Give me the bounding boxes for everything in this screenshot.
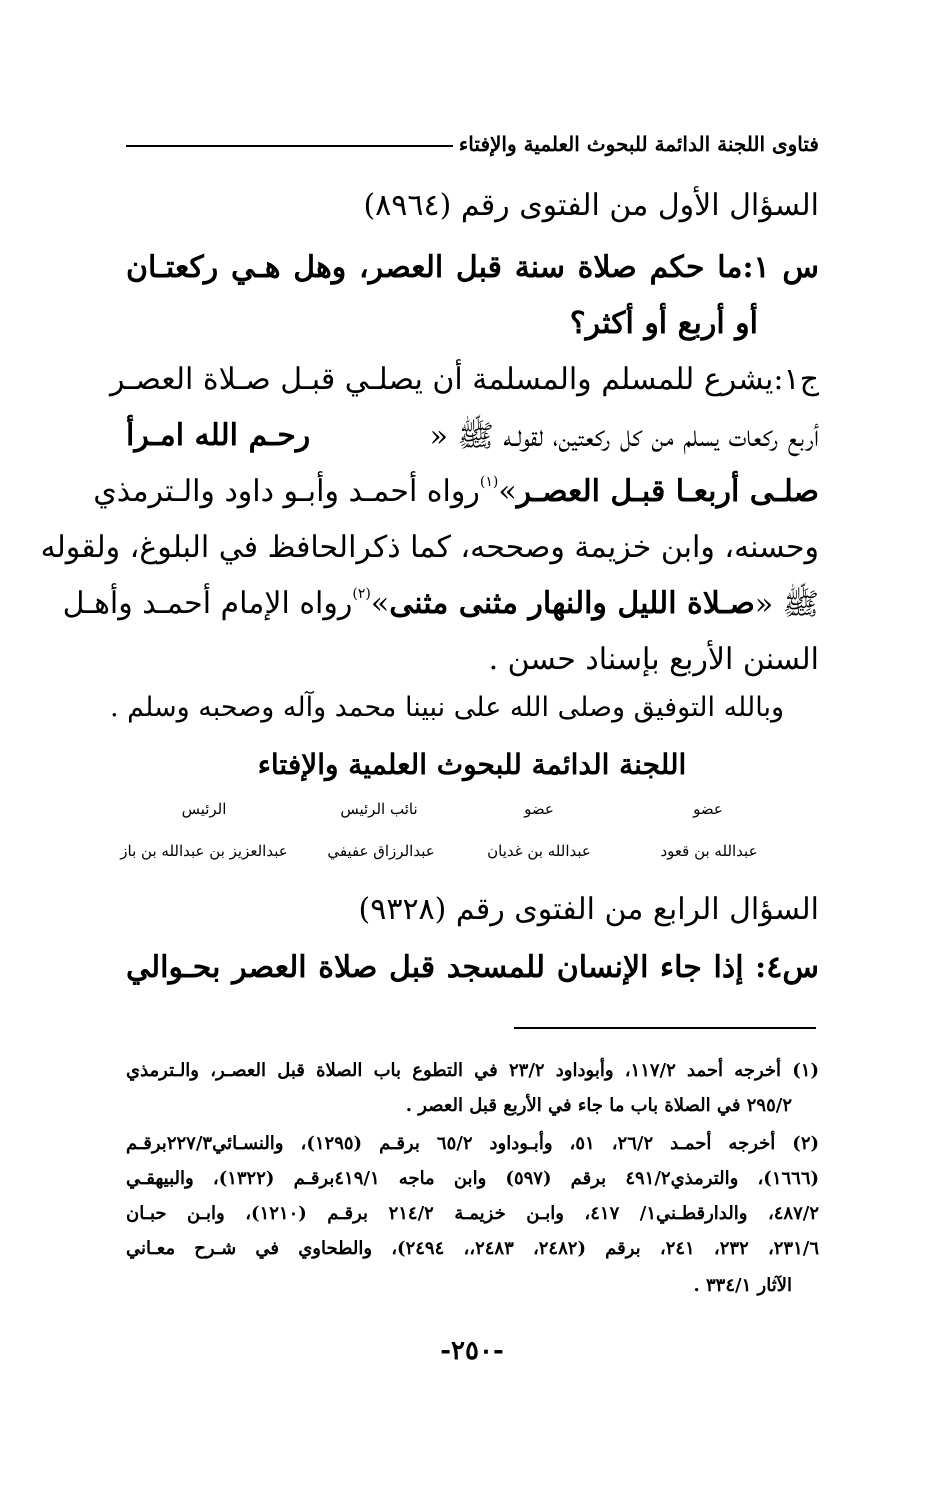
q1-answer-line-6: السنن الأربع بإسناد حسن . [488, 642, 819, 677]
answer-l5-plain: رواه الإمام أحمـد وأهـل [62, 586, 353, 621]
name-member-2: عبدالله بن غديان [487, 842, 591, 860]
name-vice-president: عبدالرزاق عفيفي [327, 842, 435, 860]
footnote-2-line-3: ٤٨٧/٢، والدارقطـني١/ ٤١٧، وابـن خزيمـة ٢١٤/٢ برقـم (١٢١٠)، وابـن حبـان [126, 1203, 819, 1224]
q4-heading: السؤال الرابع من الفتوى رقم (٩٣٢٨) [358, 892, 819, 927]
role-vice-president: نائب الرئيس [340, 800, 418, 818]
closing-line: وبالله التوفيق وصلى الله على نبينا محمد وآله وصحبه وسلم . [109, 692, 784, 723]
quote-close-1: » [498, 474, 517, 509]
q1-answer-line-5 [62, 586, 819, 629]
q1-answer-line-1: ج١:يشرع للمسلم والمسلمة أن يصلـي قبـل صـلاة العصـر [110, 362, 819, 397]
footnote-ref-1: (١) [479, 474, 499, 490]
footnote-2-line-4: ٢٣١/٦، ٢٣٢، ٢٤١، برقم (٢٤٨٢، ٢٤٨٣،، ٢٤٩٤)، والطحاوي في شـرح معـاني [126, 1238, 820, 1259]
name-president: عبدالعزيز بن عبدالله بن باز [120, 842, 288, 860]
role-president: الرئيس [181, 800, 227, 818]
header-title: فتاوى اللجنة الدائمة للبحوث العلمية والإفتاء [458, 132, 819, 156]
footnote-2-line-2: (١٦٦٦)، والترمذي٤٩١/٢ برقم (٥٩٧) وابن ماجه ٤١٩/١برقـم (١٣٢٢)، والبيهقـي [126, 1168, 820, 1189]
q4-question: س٤: إذا جاء الإنسان للمسجد قبل صلاة العصر بحـوالي [126, 950, 819, 985]
q1-question-line-2: أو أربع أو أكثر؟ [569, 306, 758, 341]
role-member-2: عضو [524, 800, 554, 818]
q1-question-line-1: س ١:ما حكم صلاة سنة قبل العصر، وهل هـي ركعتـان [126, 250, 819, 285]
footnote-2-line-1: (٢) أخرجه أحمـد ٢٦/٢، ٥١، وأبـوداود ٦٥/٢ برقـم (١٢٩٥)، والنسـائي٢٢٧/٣برقـم [126, 1133, 820, 1154]
hadith-1-start: رحـم الله امـرأ [126, 418, 311, 453]
footnote-ref-2: (٢) [352, 586, 371, 602]
hadith-1-end: صلـى أربعـا قبـل العصـر [516, 474, 819, 509]
header-rule [126, 145, 453, 147]
footnote-1-line-1: (١) أخرجه أحمد ١١٧/٢، وأبوداود ٢٣/٢ في التطوع باب الصلاة قبل العصـر، والـترمذي [126, 1060, 819, 1081]
q1-answer-line-2 [126, 418, 819, 461]
footnote-2-line-5: الآثار ٣٣٤/١ . [693, 1275, 792, 1296]
answer-l5-pre: ﷺ « [754, 587, 819, 622]
running-header [126, 126, 819, 162]
name-member-1: عبدالله بن قعود [660, 842, 758, 860]
q1-answer-line-3 [93, 474, 819, 509]
answer-l3-plain: رواه أحمـد وأبـو داود والـترمذي [93, 474, 480, 509]
answer-l2-plain: أربع ركعات يسلم من كل ركعتين، لقولـه ﷺ « [429, 419, 819, 454]
committee-name: اللجنة الدائمة للبحوث العلمية والإفتاء [257, 748, 687, 781]
hadith-2: صـلاة الليل والنهار مثنى مثنى [389, 586, 755, 621]
footnote-1-line-2: ٢٩٥/٢ في الصلاة باب ما جاء في الأربع قبل العصر . [405, 1095, 792, 1116]
page-number: -٢٥٠- [440, 1336, 504, 1366]
role-member-1: عضو [693, 800, 723, 818]
q1-heading: السؤال الأول من الفتوى رقم (٨٩٦٤) [363, 188, 819, 223]
q1-answer-line-4: وحسنه، وابن خزيمة وصححه، كما ذكرالحافظ في البلوغ، ولقوله [40, 530, 819, 565]
footnote-separator [514, 1027, 816, 1029]
quote-close-2: » [370, 586, 390, 621]
